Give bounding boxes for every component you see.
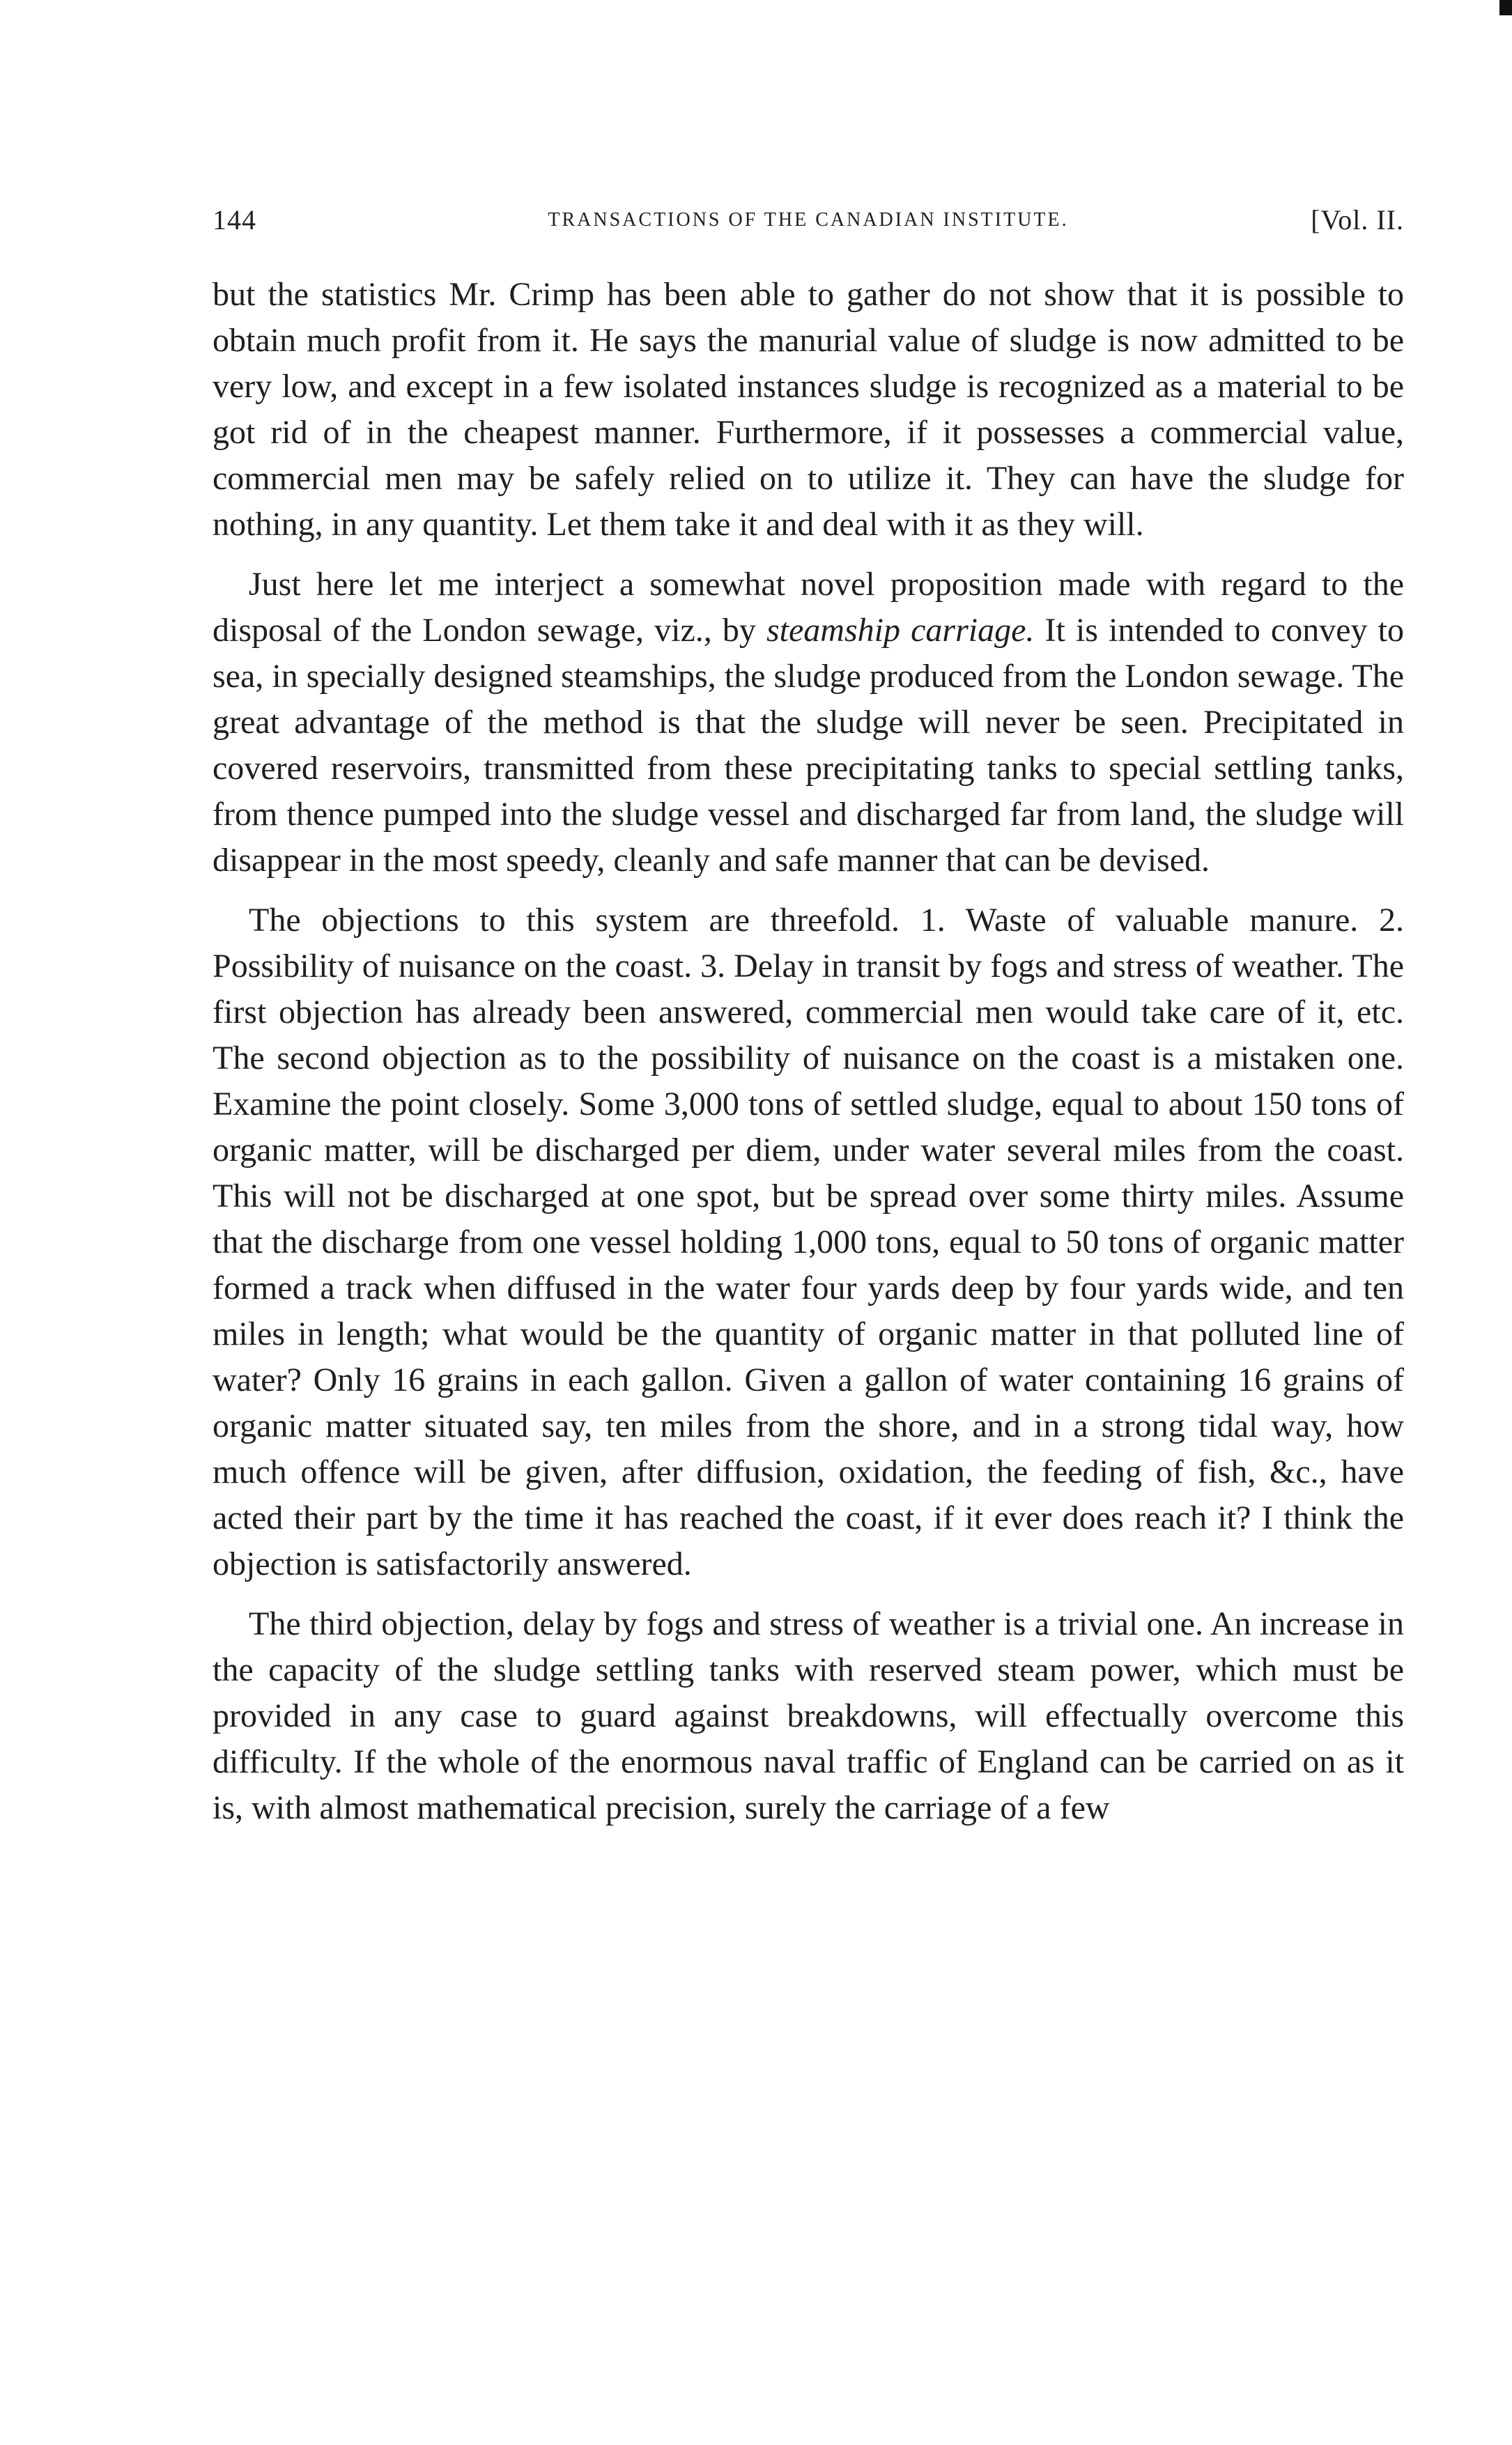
running-title: TRANSACTIONS OF THE CANADIAN INSTITUTE. bbox=[548, 209, 1069, 231]
paragraph-steamship-carriage bbox=[213, 562, 1404, 884]
paragraph-text-before: Just here let me interject a somewhat novel proposition made with regard to the disposal of the London sewage, viz., by bbox=[213, 566, 1404, 649]
paragraph-objections: The objections to this system are threefold. 1. Waste of valuable manure. 2. Possibility of nuisance on the coast. 3. Delay in transit by fogs and stress of weather. The first objection has already been answered, commercial men would take care of it, etc. The second objection as to the possibility of nuisance on the coast is a mistaken one. Examine the point closely. Some 3,000 tons of settled sludge, equal to about 150 tons of organic matter, will be discharged per diem, under water several miles from the coast. This will not be discharged at one spot, but be spread over some thirty miles. Assume that the discharge from one vessel holding 1,000 tons, equal to 50 tons of organic matter formed a track when diffused in the water four yards deep by four yards wide, and ten miles in length; what would be the quantity of organic matter in that polluted line of water? Only 16 grains in each gallon. Given a gallon of water containing 16 grains of organic matter situated say, ten miles from the shore, and in a strong tidal way, how much offence will be given, after diffusion, oxidation, the feeding of fish, &c., have acted their part by the time it has reached the coast, if it ever does reach it? I think the objection is satisfactorily answered. bbox=[213, 902, 1404, 1582]
page-number: 144 bbox=[213, 204, 256, 236]
paragraph-third-objection: The third objection, delay by fogs and stress of weather is a trivial one. An increase in the capacity of the sludge settling tanks with reserved steam power, which must be provided in any case to guard against breakdowns, will effectually overcome this difficulty. If the whole of the enormous naval traffic of England can be carried on as it is, with almost mathematical precision, surely the carriage of a few bbox=[213, 1605, 1404, 1826]
scan-edge-mark bbox=[1499, 0, 1512, 15]
running-header bbox=[213, 203, 1404, 245]
paragraph-text-after: It is intended to convey to sea, in specially designed steamships, the sludge produced from the London sewage. The great advantage of the method is that the sludge will never be seen. Precipitated in covered reservoirs, transmitted from these precipitating tanks to special settling tanks, from thence pumped into the sludge vessel and discharged far from land, the sludge will disappear in the most speedy, cleanly and safe manner that can be devised. bbox=[213, 612, 1404, 879]
body-text bbox=[213, 272, 1404, 1845]
emphasis-steamship-carriage: steamship carriage. bbox=[766, 612, 1035, 649]
volume-label: [Vol. II. bbox=[1311, 204, 1404, 236]
paragraph-sludge-statistics: but the statistics Mr. Crimp has been able to gather do not show that it is possible to obtain much profit from it. He says the manurial value of sludge is now admitted to be very low, and except in a few isolated instances sludge is recognized as a material to be got rid of in the cheapest manner. Furthermore, if it possesses a commercial value, commercial men may be safely relied on to utilize it. They can have the sludge for nothing, in any quantity. Let them take it and deal with it as they will. bbox=[213, 276, 1404, 543]
